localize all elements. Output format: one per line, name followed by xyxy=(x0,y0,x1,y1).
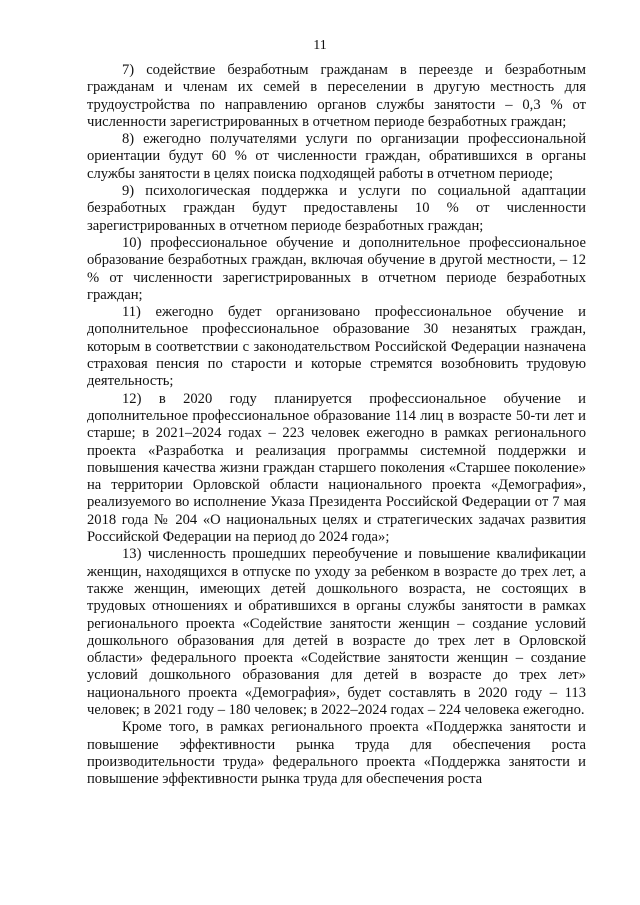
paragraph-item-8: 8) ежегодно получателями услуги по организации профессиональной ориентации будут 60 % от численности граждан, обратившихся в органы службы занятости в целях поиска подходящей работы в отчетном периоде; xyxy=(87,131,586,182)
paragraph-item-12: 12) в 2020 году планируется профессиональное обучение и дополнительное профессиональное образование 114 лиц в возрасте 50-ти лет и старше; в 2021–2024 годах – 223 человек ежегодно в рамках регионального проекта «Разработка и реализация программы системной поддержки и повышения качества жизни граждан старшего поколения «Старшее поколение» на территории Орловской области национального проекта «Демография», реализуемого во исполнение Указа Президента Российской Федерации от 7 мая 2018 года № 204 «О национальных целях и стратегических задачах развития Российской Федерации на период до 2024 года»; xyxy=(87,390,586,546)
document-body xyxy=(87,62,586,788)
paragraph-continuation: Кроме того, в рамках регионального проекта «Поддержка занятости и повышение эффективности рынка труда для обеспечения роста производительности труда» федерального проекта «Поддержка занятости и повышение эффективности рынка труда для обеспечения роста xyxy=(87,719,586,788)
paragraph-item-9: 9) психологическая поддержка и услуги по социальной адаптации безработных граждан будут предоставлены 10 % от численности зарегистрированных в отчетном периоде безработных граждан; xyxy=(87,183,586,234)
page-number: 11 xyxy=(313,38,327,53)
paragraph-item-13: 13) численность прошедших переобучение и повышение квалификации женщин, находящихся в отпуске по уходу за ребенком в возрасте до трех лет, а также женщин, имеющих детей дошкольного возраста, не состоящих в трудовых отношениях и обратившихся в органы службы занятости в рамках регионального проекта «Содействие занятости женщин – создание условий дошкольного образования для детей в возрасте до трех лет в Орловской области» федерального проекта «Содействие занятости женщин – создание условий дошкольного образования для детей в возрасте до трех лет» национального проекта «Демография», будет составлять в 2020 году – 113 человек; в 2021 году – 180 человек; в 2022–2024 годах – 224 человека ежегодно. xyxy=(87,546,586,718)
paragraph-item-10: 10) профессиональное обучение и дополнительное профессиональное образование безработных граждан, включая обучение в другой местности, – 12 % от численности зарегистрированных в отчетном периоде безработных граждан; xyxy=(87,234,586,303)
paragraph-item-7: 7) содействие безработным гражданам в переезде и безработным гражданам и членам их семей в переселении в другую местность для трудоустройства по направлению органов службы занятости – 0,3 % от численности зарегистрированных в отчетном периоде безработных граждан; xyxy=(87,62,586,130)
paragraph-item-11: 11) ежегодно будет организовано профессиональное обучение и дополнительное профессиональное образование 30 незанятых граждан, которым в соответствии с законодательством Российской Федерации назначена страховая пенсия по старости и которые стремятся возобновить трудовую деятельность; xyxy=(87,304,586,390)
